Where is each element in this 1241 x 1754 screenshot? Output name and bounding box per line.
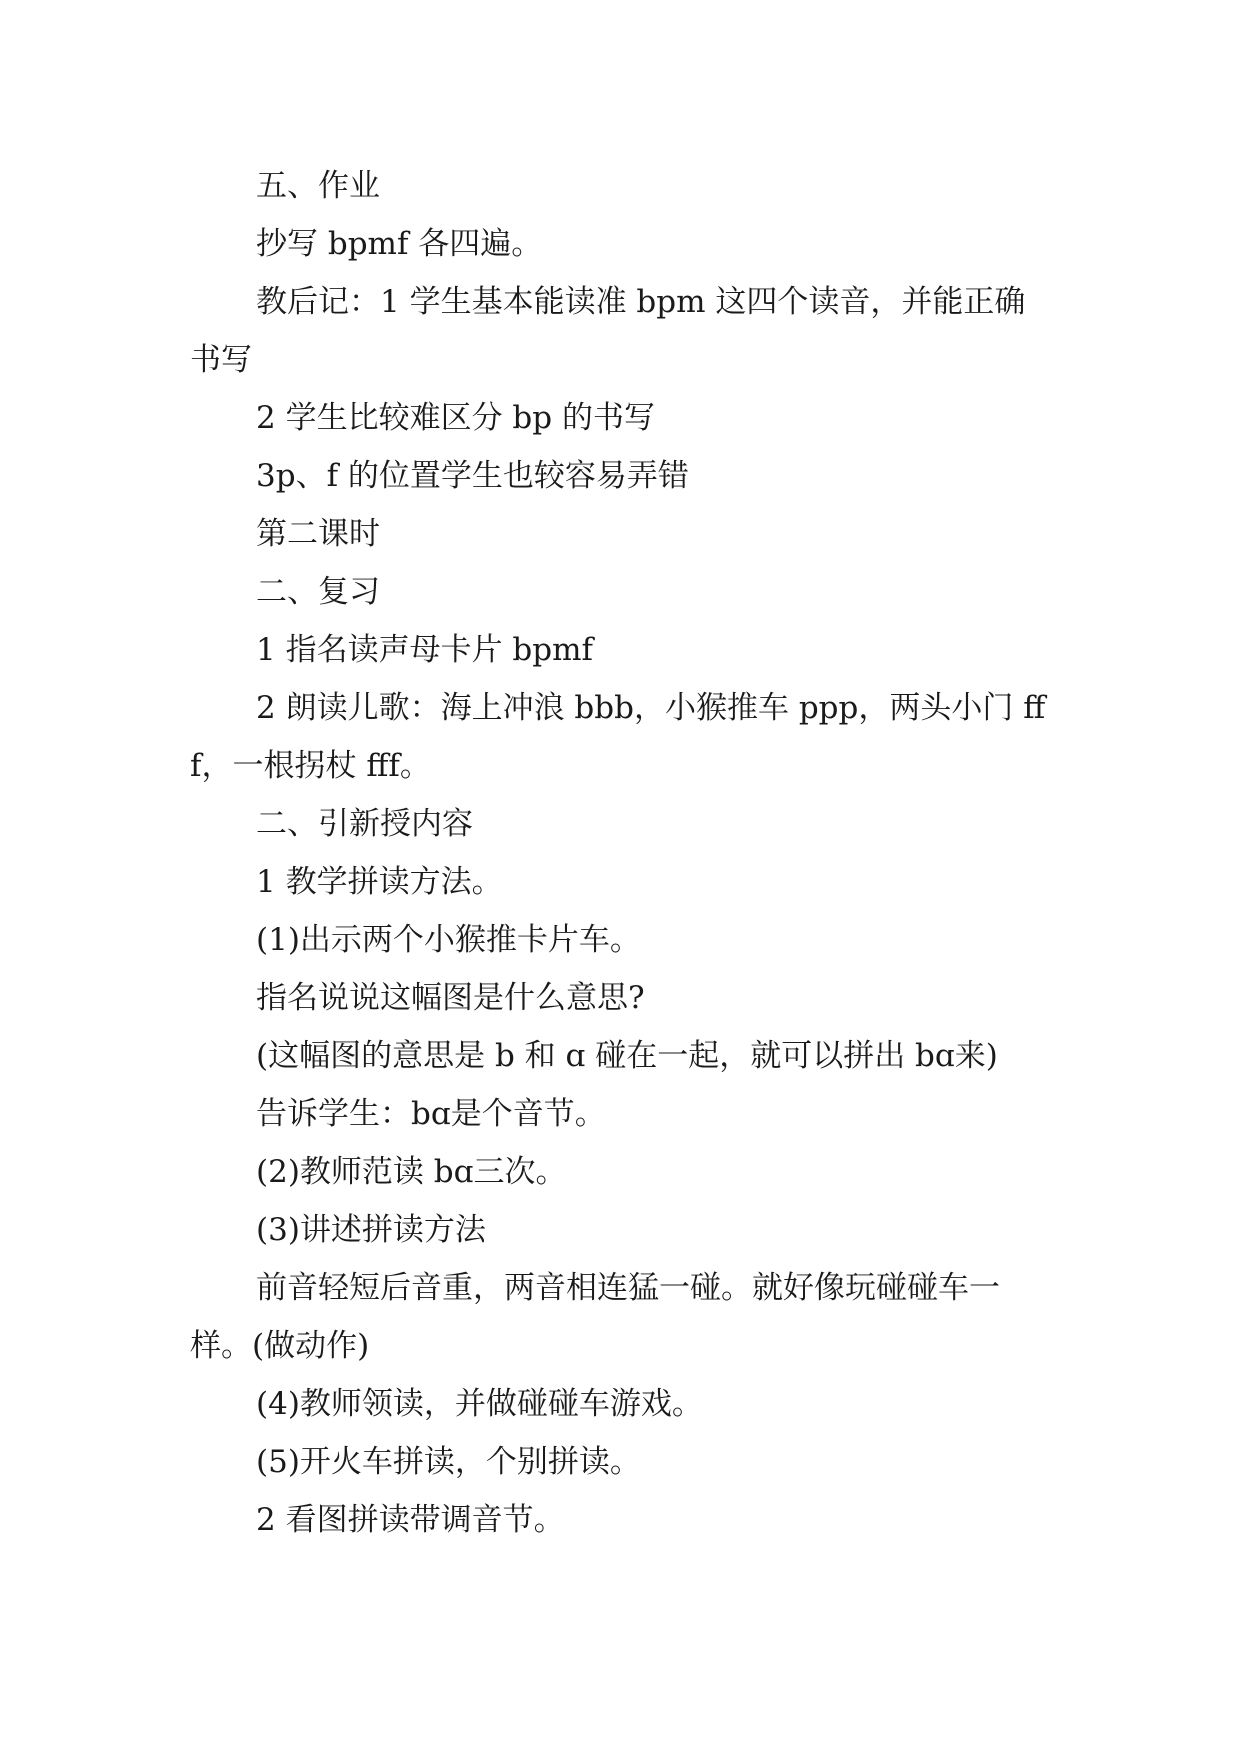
paragraph-tell-students: 告诉学生：bɑ是个音节。 [256, 1096, 606, 1132]
heading-new-content: 二、引新授内容 [256, 806, 473, 842]
paragraph-notes-2: 2 学生比较难区分 bp 的书写 [256, 400, 655, 436]
paragraph-review-1: 1 指名读声母卡片 bpmf [256, 632, 593, 668]
document-body [190, 157, 1050, 1549]
paragraph-question: 指名说说这幅图是什么意思? [256, 980, 645, 1016]
paragraph-step-1: (1)出示两个小猴推卡片车。 [256, 922, 641, 958]
heading-second-lesson: 第二课时 [256, 516, 380, 552]
paragraph-step-4: (4)教师领读，并做碰碰车游戏。 [256, 1386, 703, 1422]
paragraph-method-2: 2 看图拼读带调音节。 [256, 1502, 565, 1538]
paragraph-step-2: (2)教师范读 bɑ三次。 [256, 1154, 567, 1190]
paragraph-rhyme: 前音轻短后音重，两音相连猛一碰。就好像玩碰碰车一样。(做动作) [190, 1270, 1000, 1364]
paragraph-homework-task: 抄写 bpmf 各四遍。 [256, 226, 543, 262]
paragraph-step-5: (5)开火车拼读，个别拼读。 [256, 1444, 641, 1480]
heading-homework: 五、作业 [256, 168, 380, 204]
paragraph-method-1: 1 教学拼读方法。 [256, 864, 503, 900]
heading-review: 二、复习 [256, 574, 380, 610]
paragraph-notes-3: 3p、f 的位置学生也较容易弄错 [256, 458, 689, 494]
paragraph-review-2: 2 朗读儿歌：海上冲浪 bbb，小猴推车 ppp，两头小门 fff，一根拐杖 fff。 [190, 690, 1046, 784]
paragraph-answer: (这幅图的意思是 b 和 ɑ 碰在一起，就可以拼出 bɑ来) [256, 1038, 998, 1074]
paragraph-teaching-notes: 教后记：1 学生基本能读准 bpm 这四个读音，并能正确书写 [190, 284, 1026, 378]
paragraph-step-3: (3)讲述拼读方法 [256, 1212, 486, 1248]
